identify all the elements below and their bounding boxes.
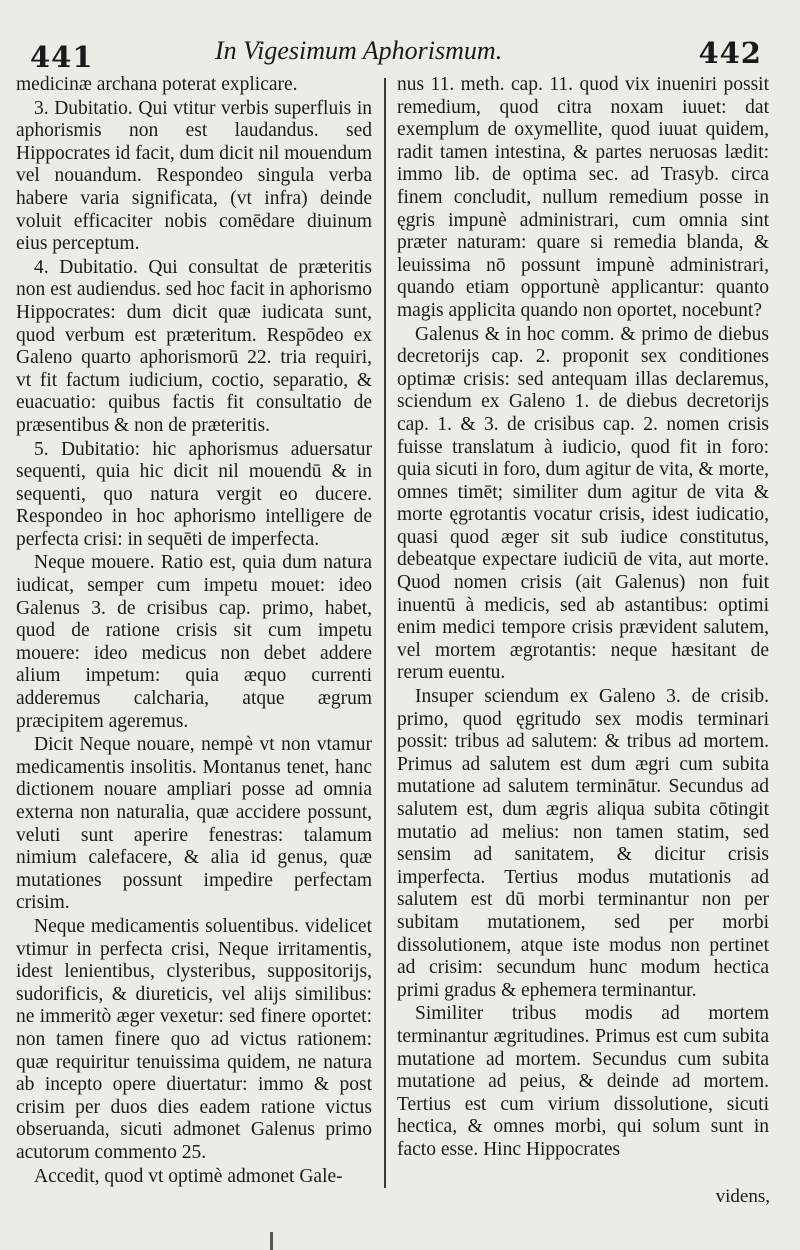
left-paragraph-4: Neque mouere. Ratio est, quia dum natura iudicat, semper cum impetu mouet: ideo Galenus 3. de crisibus cap. primo, habet, quod de ratione crisis sit cum impetu mouere: ideo medicus non debet addere alium impetum: quia æquo currenti adderemus calcharia, atque ægrum præcipitem ageremus. — [16, 552, 372, 732]
left-paragraph-2: 4. Dubitatio. Qui consultat de præteritis non est audiendus. sed hoc facit in aphorismo Hippocrates: dum dicit quæ iudicata sunt, quod verbum est præteritum. Respōdeo ex Galeno quarto aphorismorū 22. tria requiri, vt fit factum iudicium, coctio, separatio, & euacuatio: quibus factis fit consultatio de præsentibus & non de præteritis. — [16, 256, 372, 436]
left-column — [16, 74, 372, 1189]
left-paragraph-0: medicinæ archana poterat explicare. — [16, 74, 298, 95]
right-column — [397, 74, 769, 1189]
left-paragraph-3: 5. Dubitatio: hic aphorismus aduersatur sequenti, quia hic dicit nil mouendū & in sequenti, quo natura vergit eo ducere. Respondeo in hoc aphorismo intelligere de perfecta crisi: in sequēti de imperfecta. — [16, 438, 372, 550]
right-paragraph-1: Galenus & in hoc comm. & primo de diebus decretorijs cap. 2. proponit sex conditiones optimæ crisis: sed antequam illas declaremus, sciendum ex Galeno 1. de diebus decretorijs cap. 1. & 3. de crisibus cap. 2. nomen crisis fuisse translatum à iudicio, quod fit in foro: quia sicuti in foro, dum agitur de vita, & morte, omnes timēt; similiter dum agitur de vita & morte ęgrotantis vocatur crisis, idest iudicatio, quasi quod æger sit sub iudice constitutus, debeatque expectare iudiciū de vita, aut morte. Quod nomen crisis (ait Galenus) non fuit inuentū à medicis, sed ab astantibus: optimi enim medici tempore crisis prævident salutem, vel mortem ægrotantis: neque hæsitant de rerum euentu. — [397, 323, 769, 684]
right-paragraph-2: Insuper sciendum ex Galeno 3. de crisib. primo, quod ęgritudo sex modis terminari possit: tribus ad salutem: & tribus ad mortem. Primus ad salutem est dum ægri cum subita mutatione ad salutem terminātur. Secundus ad salutem est, dum ægris aliqua subita cōtingit mutatio ad melius: non tamen statim, sed sensim ad sanitatem, & dicitur crisis imperfecta. Tertius modus mutationis ad salutem est dū morbi terminantur non per subitam mutationem, sed per morbi dissolutionem, atque iste modus non pertinet ad crisim: secundum hunc modum hectica primi gradus & ephemera terminantur. — [397, 686, 769, 1001]
catchword: videns, — [715, 1186, 770, 1207]
page-footer — [0, 1186, 800, 1236]
left-paragraph-6: Neque medicamentis soluentibus. videlicet vtimur in perfecta crisi, Neque irritamentis, idest lenientibus, clysteribus, suppositorijs, sudorificis, & diureticis, vel alijs similibus: ne immeritò æger vexetur: sed finere oportet: non tamen finere quo ad victus rationem: quæ requiritur tenuissima quidem, ne natura ab incepto opere diuertatur: immo & post crisim per duos dies eadem ratione victus obseruanda, sicuti admonet Galenus primo acutorum commento 25. — [16, 915, 372, 1163]
right-paragraph-3: Similiter tribus modis ad mortem terminantur ægritudines. Primus est cum subita mutatione ad mortem. Secundus cum subita mutatione ad peius, & deinde ad mortem. Tertius est cum virium dissolutione, sicuti hectica, & omnes morbi, qui solum sunt in facto esse. Hinc Hippocrates — [397, 1003, 769, 1160]
right-paragraph-0: nus 11. meth. cap. 11. quod vix inueniri possit remedium, quod citra noxam iuuet: dat exemplum de oxymellite, quod iuuat quidem, radit tamen intestina, & partes neruosas lædit: immo lib. de optima sec. ad Trasyb. circa finem concludit, nullum remedium posse in ęgris impunè administrari, cum omnia sint præter naturam: quare si remedia blanda, & leuissima nō possunt impunè administrari, quando etiam opportunè applicantur: quanto magis applicita quando non oportet, nocebunt? — [397, 74, 769, 321]
column-divider — [384, 78, 386, 1188]
page-header — [0, 30, 800, 74]
right-page-number: 442 — [698, 36, 762, 70]
gutter-mark — [270, 1232, 273, 1250]
running-title: In Vigesimum Aphorismum. — [215, 36, 503, 65]
left-page-number: 441 — [30, 40, 94, 74]
left-paragraph-1: 3. Dubitatio. Qui vtitur verbis superfluis in aphorismis non est laudandus. sed Hippocrates id facit, dum dicit nil mouendum vel nouandum. Respondeo singula verba habere varia significata, (vt infra) deinde voluit efficaciter nobis comēdare diuinum eius perceptum. — [16, 97, 372, 255]
left-paragraph-7: Accedit, quod vt optimè admonet Gale- — [34, 1165, 343, 1187]
left-paragraph-5: Dicit Neque nouare, nempè vt non vtamur medicamentis insolitis. Montanus tenet, hanc dictionem nouare ampliari posse ad omnia externa non naturalia, quæ accidere possunt, veluti sunt aperire fenestras: talamum nimium calefacere, & alia id genus, quæ mutationes possunt impedire perfectam crisim. — [16, 734, 372, 914]
